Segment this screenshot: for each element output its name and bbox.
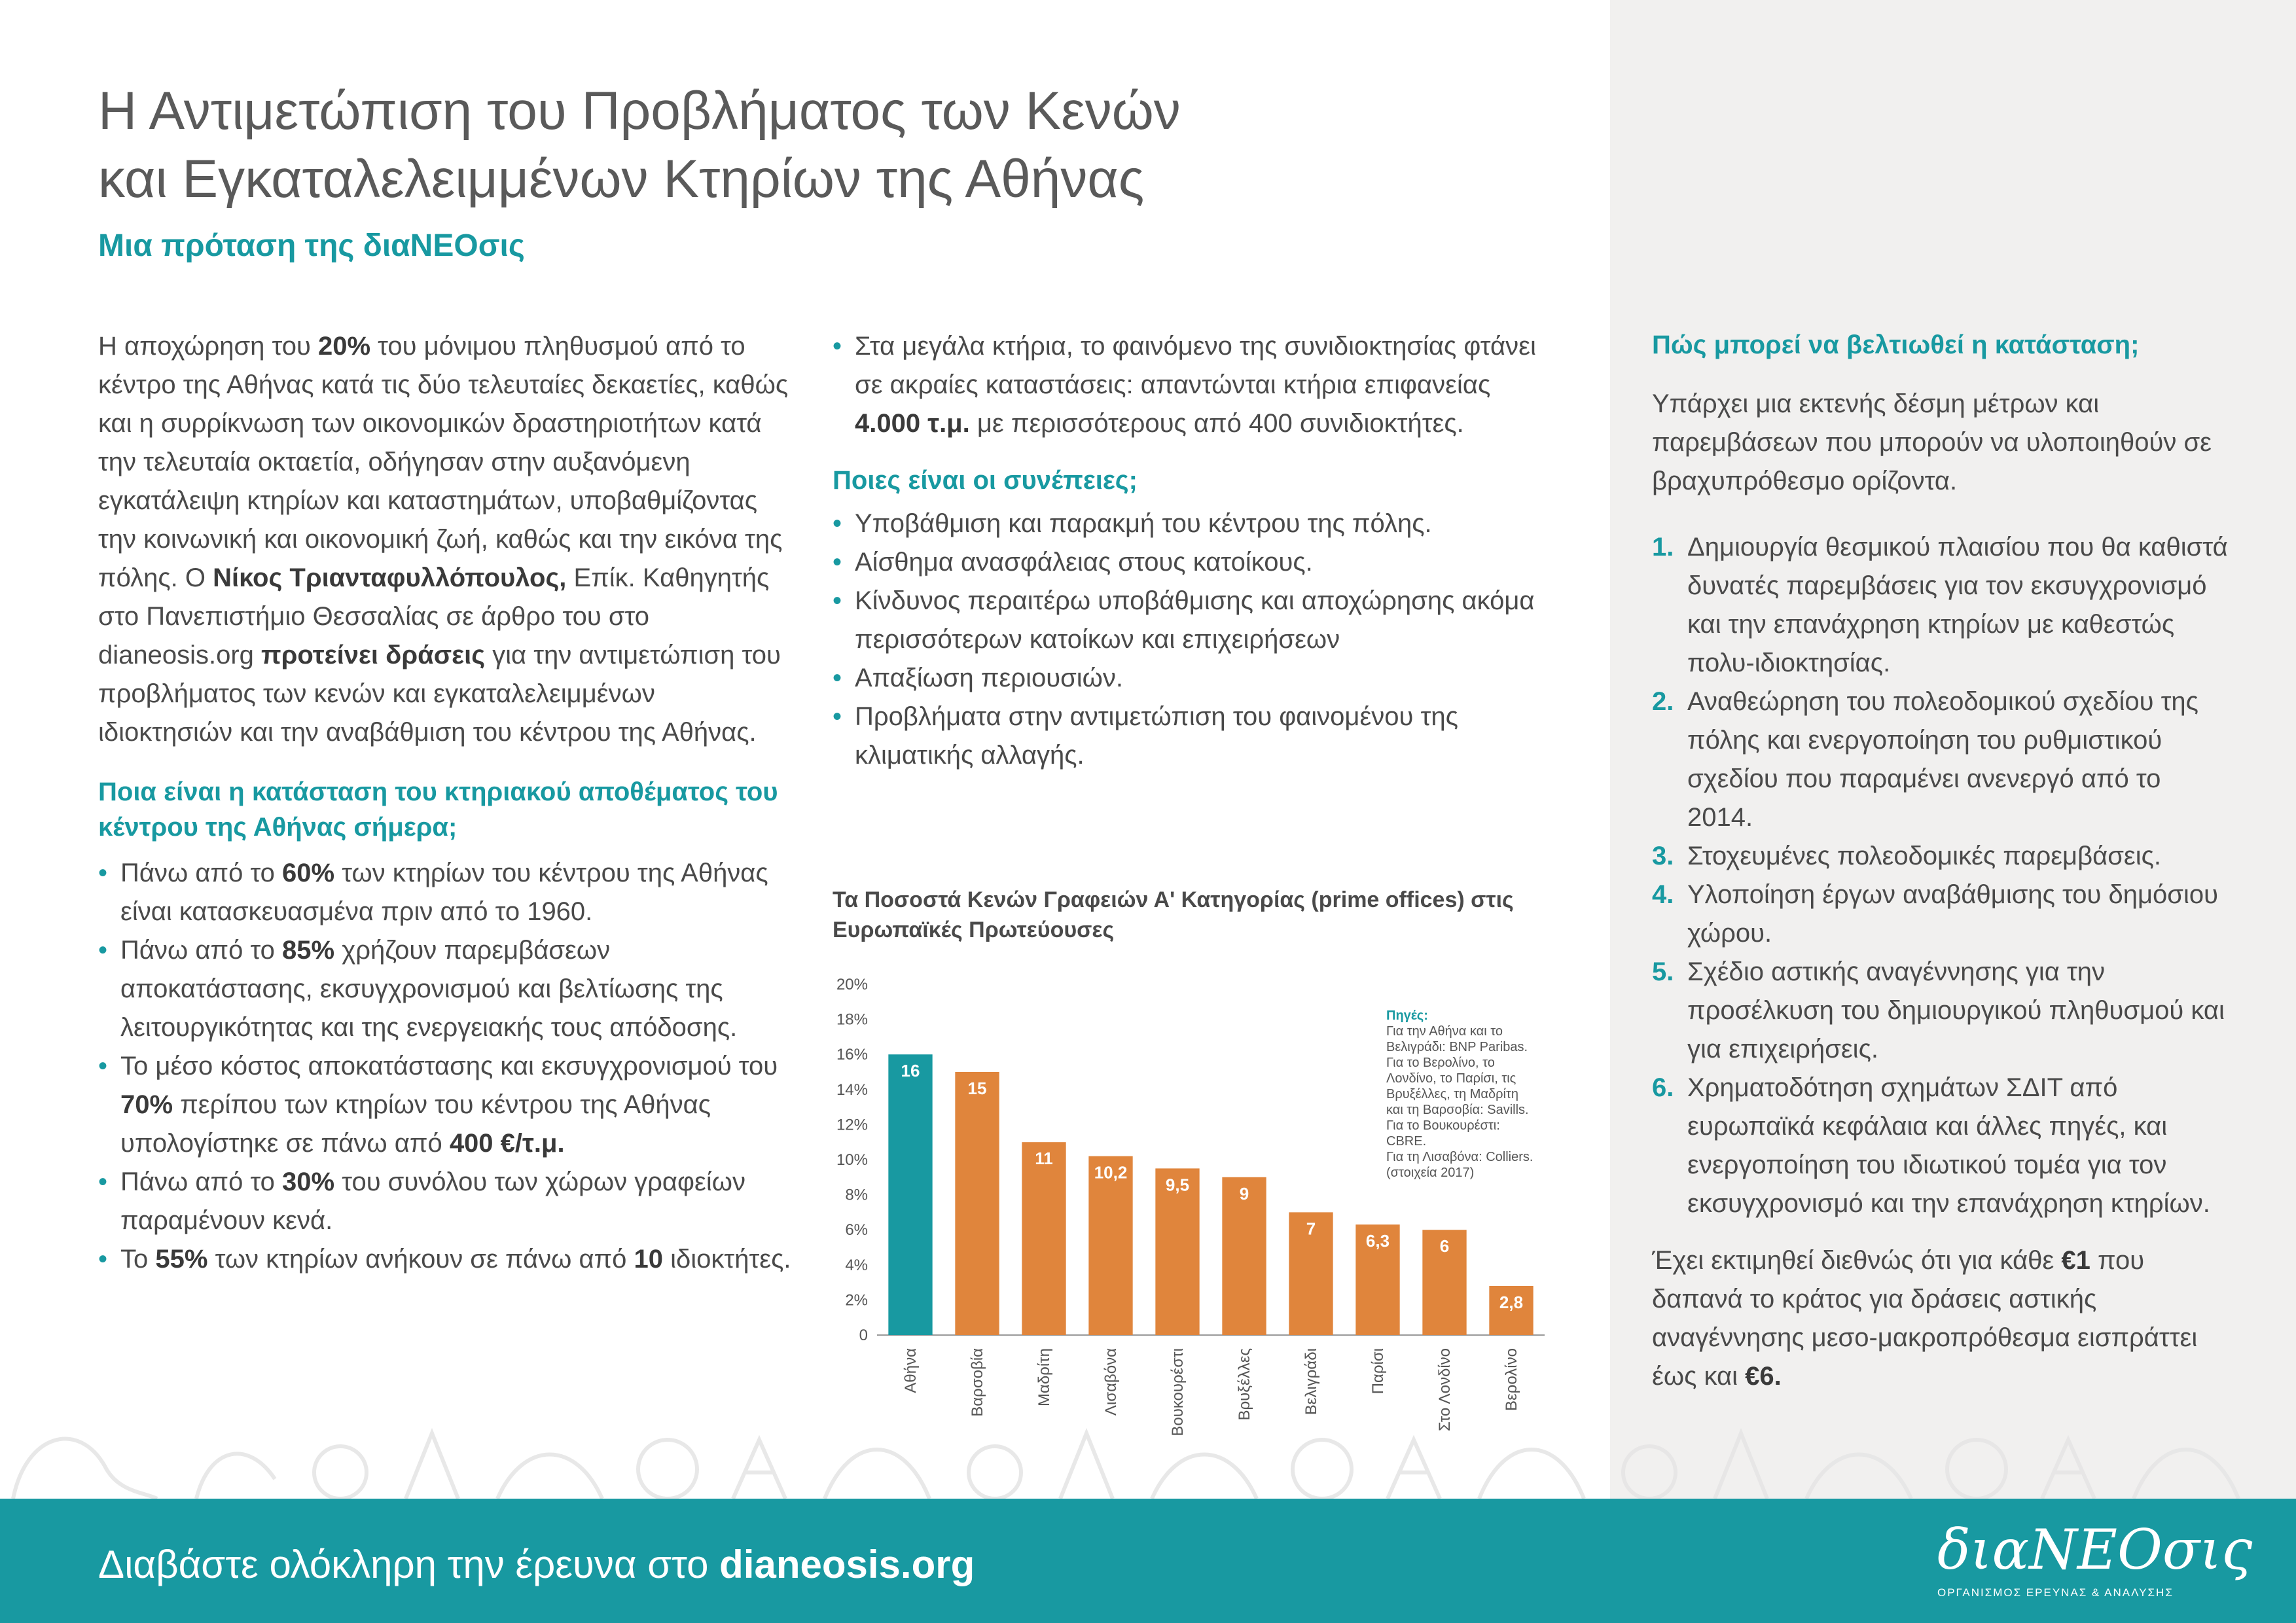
bar-value-label: 9,5 [1165,1175,1190,1195]
footer-read-more [98,1542,975,1587]
column-left [98,327,792,1279]
bar-value-label: 7 [1306,1219,1316,1239]
emphasis-text: 85% [282,936,335,965]
y-tick-label: 6% [845,1221,868,1240]
coownership-bullets [833,327,1552,443]
emphasis-text: 70% [120,1090,173,1119]
text-run: Απαξίωση περιουσιών. [855,664,1124,692]
bar-value-label: 2,8 [1499,1292,1524,1312]
measure-number: 5. [1652,957,1674,986]
list-item [833,698,1552,775]
emphasis-text: €6. [1745,1362,1782,1391]
text-run: Το [120,1245,156,1274]
chart-sources [1386,1008,1543,1181]
measure-item [1652,837,2228,876]
measure-number: 4. [1652,880,1674,909]
measures-list [1652,528,2228,1223]
text-run: Στα μεγάλα κτήρια, το φαινόμενο της συνιδιοκτησίας φτάνει σε ακραίες καταστάσεις: απαντώνται κτήρια επιφανείας [855,332,1536,399]
category-label: Βαρσοβία [969,1348,986,1417]
source-line: Βελιγράδι: BNP Paribas. [1386,1040,1528,1054]
y-tick-label: 8% [845,1186,868,1204]
source-line: Λονδίνο, το Παρίσι, τις [1386,1071,1516,1086]
y-tick-label: 2% [845,1291,868,1310]
title-line-1: Η Αντιμετώπιση του Προβλήματος των Κενών [98,81,1181,141]
page-subtitle: Μια πρόταση της διαΝΕΟσις [98,228,525,263]
situation-bullets [98,854,792,1279]
text-run: Έχει εκτιμηθεί διεθνώς ότι για κάθε [1652,1246,2062,1275]
text-run: με περισσότερους από 400 συνιδιοκτήτες. [969,409,1464,438]
emphasis-text: 4.000 τ.μ. [855,409,970,438]
emphasis-text: 30% [282,1168,335,1196]
source-line: (στοιχεία 2017) [1386,1166,1475,1180]
text-run: περίπου των κτηρίων του κέντρου της Αθήνας υπολογίστηκε σε πάνω από [120,1090,711,1158]
bar-value-label: 6 [1439,1236,1450,1257]
consequences-list [833,505,1552,775]
sources-heading: Πηγές: [1386,1008,1428,1023]
text-run: Προβλήματα στην αντιμετώπιση του φαινομένου της κλιματικής αλλαγής. [855,702,1458,770]
measure-item [1652,953,2228,1069]
measure-text: Στοχευμένες πολεοδομικές παρεμβάσεις. [1687,842,2162,870]
list-item [98,1047,792,1163]
source-line: Για το Βερολίνο, το [1386,1056,1495,1070]
y-tick-label: 16% [836,1046,868,1064]
emphasis-text: Νίκος Τριανταφυλλόπουλος, [213,563,567,592]
measure-text: Δημιουργία θεσμικού πλαισίου που θα καθιστά δυνατές παρεμβάσεις για τον εκσυγχρονισμό και την επανάχρηση κτηρίων με καθεστώς πολυ-ιδιοκτησίας. [1687,533,2228,677]
list-item [833,327,1552,443]
source-line: Για την Αθήνα και το [1386,1024,1503,1039]
text-run: Η αποχώρηση του [98,332,318,361]
category-label: Λισαβόνα [1102,1348,1120,1416]
bar-value-label: 15 [967,1079,987,1098]
dianeosis-logo [1937,1518,2253,1599]
sources-text [1386,1024,1543,1181]
text-run: που δαπανά το κράτος για δράσεις αστικής αναγέννησης μεσο-μακροπρόθεσμα εισπράττει έως και [1652,1246,2198,1391]
text-run: Πάνω από το [120,936,283,965]
bar-value-label: 11 [1035,1149,1053,1169]
text-run: Κίνδυνος περαιτέρω υποβάθμισης και αποχώρησης ακόμα περισσότερων κατοίκων και επιχειρήσεων [855,586,1535,654]
category-label: Βερολίνο [1503,1348,1520,1411]
improvement-heading: Πώς μπορεί να βελτιωθεί η κατάσταση; [1652,330,2140,359]
footer-bar [0,1499,2296,1623]
closing-paragraph [1652,1241,2228,1396]
y-tick-label: 0 [859,1327,868,1344]
y-tick-label: 4% [845,1256,868,1274]
bar-2 [955,1072,999,1335]
emphasis-text: προτείνει δράσεις [261,641,485,669]
consequences-heading: Ποιες είναι οι συνέπειες; [833,466,1138,495]
text-run: χρήζουν παρεμβάσεων αποκατάστασης, εκσυγχρονισμού και βελτίωσης της λειτουργικότητας και της ενεργειακής τους απόδοσης. [120,936,738,1042]
emphasis-text: 60% [282,859,335,887]
emphasis-text: 55% [155,1245,208,1274]
bar-value-label: 6,3 [1365,1231,1390,1251]
measure-item [1652,876,2228,953]
emphasis-text: €1 [2061,1246,2090,1275]
source-line: Για τη Λισαβόνα: Colliers. [1386,1150,1534,1164]
y-tick-label: 10% [836,1151,868,1169]
category-label: Αθήνα [902,1348,920,1393]
list-item [833,543,1552,582]
bar-3 [1022,1142,1066,1335]
bar-value-label: 9 [1239,1183,1249,1204]
measure-item [1652,683,2228,837]
bar-4 [1088,1156,1132,1335]
list-item [98,1163,792,1240]
column-right [1652,327,2228,1396]
text-run: των κτηρίων του κέντρου της Αθήνας είναι κατασκευασμένα πριν από το 1960. [120,859,768,926]
emphasis-text: 20% [318,332,371,361]
text-run: των κτηρίων ανήκουν σε πάνω από [207,1245,634,1274]
emphasis-text: 10 [634,1245,664,1274]
text-run: Υποβάθμιση και παρακμή του κέντρου της πόλης. [855,509,1432,538]
measure-text: Αναθεώρηση του πολεοδομικού σχεδίου της πόλης και ενεργοποίηση του ρυθμιστικού σχεδίου που παραμένει ανενεργό από το 2014. [1687,687,2198,832]
y-tick-label: 20% [836,976,868,993]
measure-number: 6. [1652,1073,1674,1102]
category-label: Βελιγράδι [1302,1348,1320,1416]
text-run: Αίσθημα ανασφάλειας στους κατοίκους. [855,548,1313,577]
y-tick-label: 14% [836,1080,868,1099]
y-tick-label: 12% [836,1116,868,1134]
list-item [98,931,792,1047]
bar-value-label: 10,2 [1094,1162,1128,1183]
category-label: Μαδρίτη [1035,1348,1053,1407]
text-run: ιδιοκτήτες. [663,1245,791,1274]
list-item [98,854,792,931]
source-line: και τη Βαρσοβία: Savills. [1386,1103,1529,1117]
category-label: Παρίσι [1369,1348,1387,1395]
category-label: Βουκουρέστι [1169,1348,1187,1436]
category-label: Στο Λονδίνο [1436,1348,1454,1431]
intro-paragraph [98,327,792,752]
text-run: Πάνω από το [120,859,283,887]
improvement-intro: Υπάρχει μια εκτενής δέσμη μέτρων και παρεμβάσεων που μπορούν να υλοποιηθούν σε βραχυπρόθεσμο ορίζοντα. [1652,389,2212,495]
measure-text: Χρηματοδότηση σχημάτων ΣΔΙΤ από ευρωπαϊκά κεφάλαια και άλλες πηγές, και ενεργοποίηση του ιδιωτικού τομέα για τον εκσυγχρονισμό και την επανάχρηση κτηρίων. [1687,1073,2210,1218]
source-line: Βρυξέλλες, τη Μαδρίτη [1386,1087,1518,1101]
logo-tagline: ΟΡΓΑΝΙΣΜΟΣ ΕΡΕΥΝΑΣ & ΑΝΑΛΥΣΗΣ [1937,1586,2174,1599]
measure-item [1652,528,2228,683]
list-item [98,1240,792,1279]
text-run: του μόνιμου πληθυσμού από το κέντρο της Αθήνας κατά τις δύο τελευταίες δεκαετίες, καθώς και η συρρίκνωση των οικονομικών δραστηριοτήτων κατά την τελευταία οκταετία, οδήγησαν στην αυξανόμενη εγκατάλειψη κτηρίων και καταστημάτων, υποβαθμίζοντας την κοινωνική και οικονομική ζωή, καθώς και την εικόνα της πόλης. Ο [98,332,789,592]
category-label: Βρυξέλλες [1236,1348,1253,1421]
measure-number: 3. [1652,842,1674,870]
measure-text: Σχέδιο αστικής αναγέννησης για την προσέλκυση του δημιουργικού πληθυσμού και για επιχειρήσεις. [1687,957,2225,1063]
chart-title: Τα Ποσοστά Κενών Γραφειών Α' Κατηγορίας (prime offices) στις Ευρωπαϊκές Πρωτεύουσες [833,887,1514,942]
text-run: Πάνω από το [120,1168,283,1196]
column-middle [833,327,1552,775]
page-title [98,77,1538,213]
title-line-2: και Εγκαταλελειμμένων Κτηρίων της Αθήνας [98,149,1145,209]
source-line: Για το Βουκουρέστι: CBRE. [1386,1118,1500,1149]
bar-1 [888,1054,932,1335]
text-run: του συνόλου των χώρων γραφείων παραμένουν κενά. [120,1168,745,1235]
text-run: για την αντιμετώπιση του προβλήματος των κενών και εγκαταλελειμμένων ιδιοκτησιών και την αναβάθμιση του κέντρου της Αθήνας. [98,641,781,747]
emphasis-text: 400 €/τ.μ. [449,1129,565,1158]
measure-number: 1. [1652,533,1674,562]
text-run: Επίκ. Καθηγητής στο Πανεπιστήμιο Θεσσαλίας σε άρθρο του στο dianeosis.org [98,563,770,669]
measure-number: 2. [1652,687,1674,716]
list-item [833,582,1552,659]
measure-text: Υλοποίηση έργων αναβάθμισης του δημόσιου χώρου. [1687,880,2218,948]
text-run: Το μέσο κόστος αποκατάστασης και εκσυγχρονισμού του [120,1052,778,1080]
bar-value-label: 16 [901,1061,920,1081]
footer-link[interactable]: dianeosis.org [719,1543,975,1586]
logo-wordmark: διαΝΕΟσις [1937,1518,2253,1582]
footer-read-prefix: Διαβάστε ολόκληρη την έρευνα στο [98,1543,720,1586]
y-tick-label: 18% [836,1010,868,1029]
situation-heading: Ποια είναι η κατάσταση του κτηριακού αποθέματος του κέντρου της Αθήνας σήμερα; [98,777,778,842]
list-item [833,505,1552,543]
list-item [833,659,1552,698]
measure-item [1652,1069,2228,1223]
